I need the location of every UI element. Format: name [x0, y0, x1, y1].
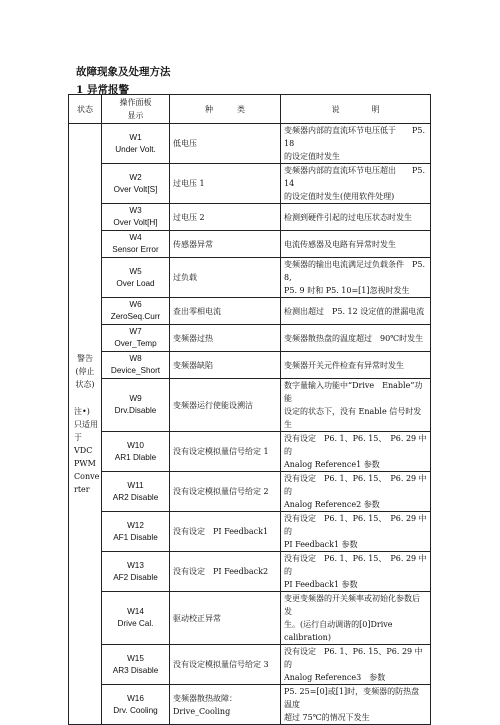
fault-description: 变频器散热盘的温度超过 90℃时发生 [281, 325, 431, 352]
panel-code: W8 Device_Short [102, 352, 170, 379]
header-panel-display: 操作面板 显示 [102, 95, 170, 124]
panel-code: W13 AF2 Disable [102, 552, 170, 592]
header-kind: 种 类 [170, 95, 281, 124]
panel-code: W15 AR3 Disable [102, 645, 170, 685]
table-row [69, 592, 431, 645]
fault-kind: 低电压 [170, 124, 281, 164]
panel-code: W11 AR2 Disable [102, 472, 170, 512]
table-row [69, 352, 431, 379]
table-row [69, 325, 431, 352]
fault-kind: 驱动校正异常 [170, 592, 281, 645]
fault-kind: 变频器散热故障： Drive_Cooling [170, 685, 281, 725]
table-row [69, 379, 431, 432]
fault-description: 没有设定 P6. 1、P6. 15、 P6. 29 中的 PI Feedback1 参数 [281, 512, 431, 552]
fault-kind: 传感器异常 [170, 231, 281, 258]
fault-kind: 过电压 1 [170, 164, 281, 204]
fault-kind: 过负载 [170, 258, 281, 298]
table-row [69, 258, 431, 298]
table-row [69, 231, 431, 258]
panel-code: W2 Over Volt[S] [102, 164, 170, 204]
fault-table [68, 94, 431, 725]
fault-description: 没有设定 P6. 1、P6. 15、 P6. 29 中的 Analog Reference2 参数 [281, 472, 431, 512]
table-row [69, 432, 431, 472]
fault-kind: 变频器运行使能设溯沽 [170, 379, 281, 432]
status-note: 注•) 只适用 于 VDC PWM Conve rter [74, 407, 100, 494]
table-row [69, 204, 431, 231]
panel-code: W4 Sensor Error [102, 231, 170, 258]
fault-description: 检测出超过 P5. 12 设定值的泄漏电流 [281, 298, 431, 325]
fault-kind: 变频器缺陷 [170, 352, 281, 379]
fault-kind: 没有设定模拟量信号给定 1 [170, 432, 281, 472]
fault-kind: 变频器过热 [170, 325, 281, 352]
fault-kind: 查出零相电流 [170, 298, 281, 325]
fault-kind: 过电压 2 [170, 204, 281, 231]
panel-code: W10 AR1 Dlable [102, 432, 170, 472]
fault-kind: 没有设定模拟量信号给定 3 [170, 645, 281, 685]
fault-description: 电流传感器及电路有异常时发生 [281, 231, 431, 258]
fault-kind: 没有设定 PI Feedback1 [170, 512, 281, 552]
panel-code: W12 AF1 Disable [102, 512, 170, 552]
header-status: 状态 [69, 95, 102, 124]
panel-code: W5 Over Load [102, 258, 170, 298]
page-title: 故障现象及处理方法 [76, 66, 171, 78]
table-row [69, 552, 431, 592]
fault-description: P5. 25=[0]或[1]时，变频器的防热盘温度 超过 75℃的情况下发生 [281, 685, 431, 725]
table-row [69, 472, 431, 512]
fault-description: 变频器内部的直流环节电压超出 P5. 14 的设定值时发生(使用软件处理) [281, 164, 431, 204]
table-row [69, 512, 431, 552]
header-description: 说 明 [281, 95, 431, 124]
table-row [69, 298, 431, 325]
panel-code: W16 Drv. Cooling [102, 685, 170, 725]
fault-description: 没有设定 P6. 1、P6. 15、P6. 29 中的 Analog Reference3 参数 [281, 645, 431, 685]
table-header-row [69, 95, 431, 124]
fault-description: 检测到硬件引起的过电压状态时发生 [281, 204, 431, 231]
panel-code: W3 Over Volt[H] [102, 204, 170, 231]
status-cell: 警告 (停止 状态) 注•) 只适用 于 VDC PWM Conve rter [69, 124, 102, 725]
fault-description: 变频器内部的直流环节电压低于 P5. 18 的设定值时发生 [281, 124, 431, 164]
fault-description: 变更变频器的开关频率或初始化参数后发 生。(运行自动调谐的[0]Drive calibration) [281, 592, 431, 645]
section-title: 1 异常报警 [76, 84, 129, 96]
panel-code: W6 ZeroSeq.Curr [102, 298, 170, 325]
panel-code: W1 Under Volt. [102, 124, 170, 164]
fault-description: 变频器的输出电流满足过负载条件 P5. 8, P5. 9 时和 P5. 10=[1]忽视时发生 [281, 258, 431, 298]
fault-kind: 没有设定模拟量信号给定 2 [170, 472, 281, 512]
panel-code: W7 Over_Temp [102, 325, 170, 352]
fault-description: 没有设定 P6. 1、P6. 15、 P6. 29 中的 Analog Reference1 参数 [281, 432, 431, 472]
table-row [69, 164, 431, 204]
fault-description: 数字量输入功能中“Drive Enable”功能 设定的状态下，没有 Enable 信号时发生 [281, 379, 431, 432]
table-row [69, 124, 431, 164]
panel-code: W9 Drv.Disable [102, 379, 170, 432]
fault-description: 没有设定 P6. 1、P6. 15、 P6. 29 中的 PI Feedback1 参数 [281, 552, 431, 592]
table-row [69, 645, 431, 685]
panel-code: W14 Drive Cal. [102, 592, 170, 645]
fault-description: 变频器开关元件检查有异常时发生 [281, 352, 431, 379]
fault-kind: 没有设定 PI Feedback2 [170, 552, 281, 592]
table-row [69, 685, 431, 725]
